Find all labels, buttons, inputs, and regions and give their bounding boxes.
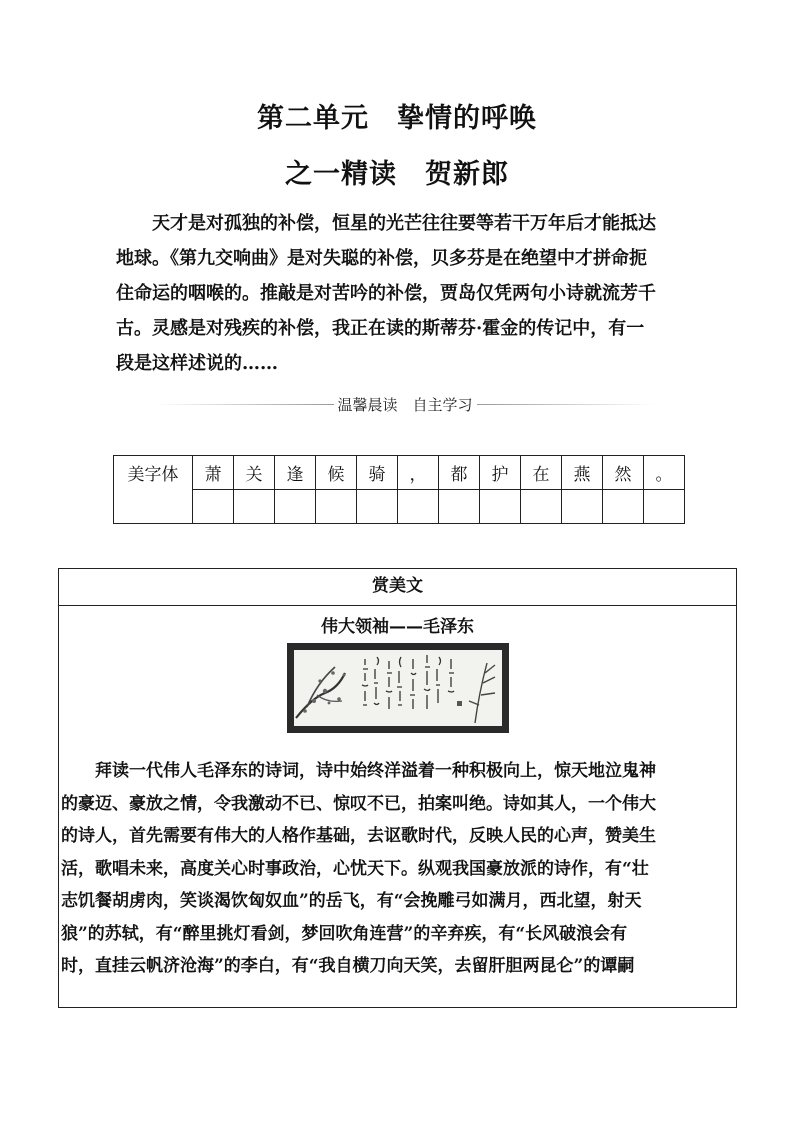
char-cell: 然 xyxy=(603,456,644,490)
practice-cell[interactable] xyxy=(398,490,439,524)
unit-title: 第二单元 挚情的呼唤 xyxy=(257,103,537,134)
char-cell: 护 xyxy=(480,456,521,490)
essay-line: 的豪迈、豪放之情，令我激动不已、惊叹不已，拍案叫绝。诗如其人，一个伟大 xyxy=(61,793,656,814)
intro-line: 段是这样述说的…… xyxy=(116,353,278,374)
divider-line-right xyxy=(477,404,656,405)
essay-line: 志饥餐胡虏肉，笑谈渴饮匈奴血”的岳飞，有“会挽雕弓如满月，西北望，射天 xyxy=(61,891,642,911)
essay-body xyxy=(61,755,734,983)
lesson-title: 之一精读 贺新郎 xyxy=(285,159,509,190)
char-cell: ， xyxy=(398,456,439,490)
essay-subtitle: 伟大领袖——毛泽东 xyxy=(321,617,474,637)
practice-cell[interactable] xyxy=(193,490,234,524)
practice-cell[interactable] xyxy=(562,490,603,524)
essay-line: 拜读一代伟人毛泽东的诗词，诗中始终洋溢着一种积极向上，惊天地泣鬼神 xyxy=(95,761,656,781)
appreciation-box xyxy=(58,568,737,1008)
table-head-cell: 美字体 xyxy=(114,456,193,524)
appreciation-header: 赏美文 xyxy=(59,569,736,606)
practice-cell[interactable] xyxy=(275,490,316,524)
calligraphy-scroll-image xyxy=(287,643,509,733)
essay-line: 时，直挂云帆济沧海”的李白，有“我自横刀向天笑，去留肝胆两昆仑”的谭嗣 xyxy=(61,956,635,976)
char-cell: 都 xyxy=(439,456,480,490)
practice-cell[interactable] xyxy=(357,490,398,524)
intro-line: 住命运的咽喉的。推敲是对苦吟的补偿，贾岛仅凭两句小诗就流芳千 xyxy=(116,283,656,304)
char-cell: 逢 xyxy=(275,456,316,490)
char-cell: 候 xyxy=(316,456,357,490)
divider-line-left xyxy=(155,404,334,405)
practice-cell[interactable] xyxy=(316,490,357,524)
practice-cell[interactable] xyxy=(603,490,644,524)
essay-line: 活，歌唱未来，高度关心时事政治，心忧天下。纵观我国豪放派的诗作，有“壮 xyxy=(61,858,649,879)
divider-label: 温馨晨读 自主学习 xyxy=(337,395,473,414)
char-cell: 骑 xyxy=(357,456,398,490)
char-cell: 燕 xyxy=(562,456,603,490)
practice-cell[interactable] xyxy=(439,490,480,524)
calligraphy-practice-table xyxy=(113,455,685,524)
seal xyxy=(457,701,462,706)
essay-line: 的诗人，首先需要有伟大的人格作基础，去讴歌时代，反映人民的心声，赞美生 xyxy=(61,826,656,846)
section-divider xyxy=(155,393,655,415)
char-cell: 关 xyxy=(234,456,275,490)
practice-cell[interactable] xyxy=(480,490,521,524)
intro-line: 古。灵感是对残疾的补偿，我正在读的斯蒂芬·霍金的传记中，有一 xyxy=(116,318,645,339)
practice-cell[interactable] xyxy=(521,490,562,524)
intro-line: 地球。《第九交响曲》是对失聪的补偿，贝多芬是在绝望中才拼命扼 xyxy=(116,248,647,269)
char-cell: 萧 xyxy=(193,456,234,490)
practice-row xyxy=(114,490,685,524)
practice-cell[interactable] xyxy=(644,490,685,524)
practice-cell[interactable] xyxy=(234,490,275,524)
char-row xyxy=(114,456,685,490)
intro-paragraph xyxy=(116,206,682,381)
char-cell: 。 xyxy=(644,456,685,490)
paper xyxy=(294,650,502,726)
essay-line: 狼”的苏轼，有“醉里挑灯看剑，梦回吹角连营”的辛弃疾，有“长风破浪会有 xyxy=(61,923,628,944)
char-cell: 在 xyxy=(521,456,562,490)
intro-line: 天才是对孤独的补偿，恒星的光芒往往要等若干万年后才能抵达 xyxy=(152,213,656,234)
